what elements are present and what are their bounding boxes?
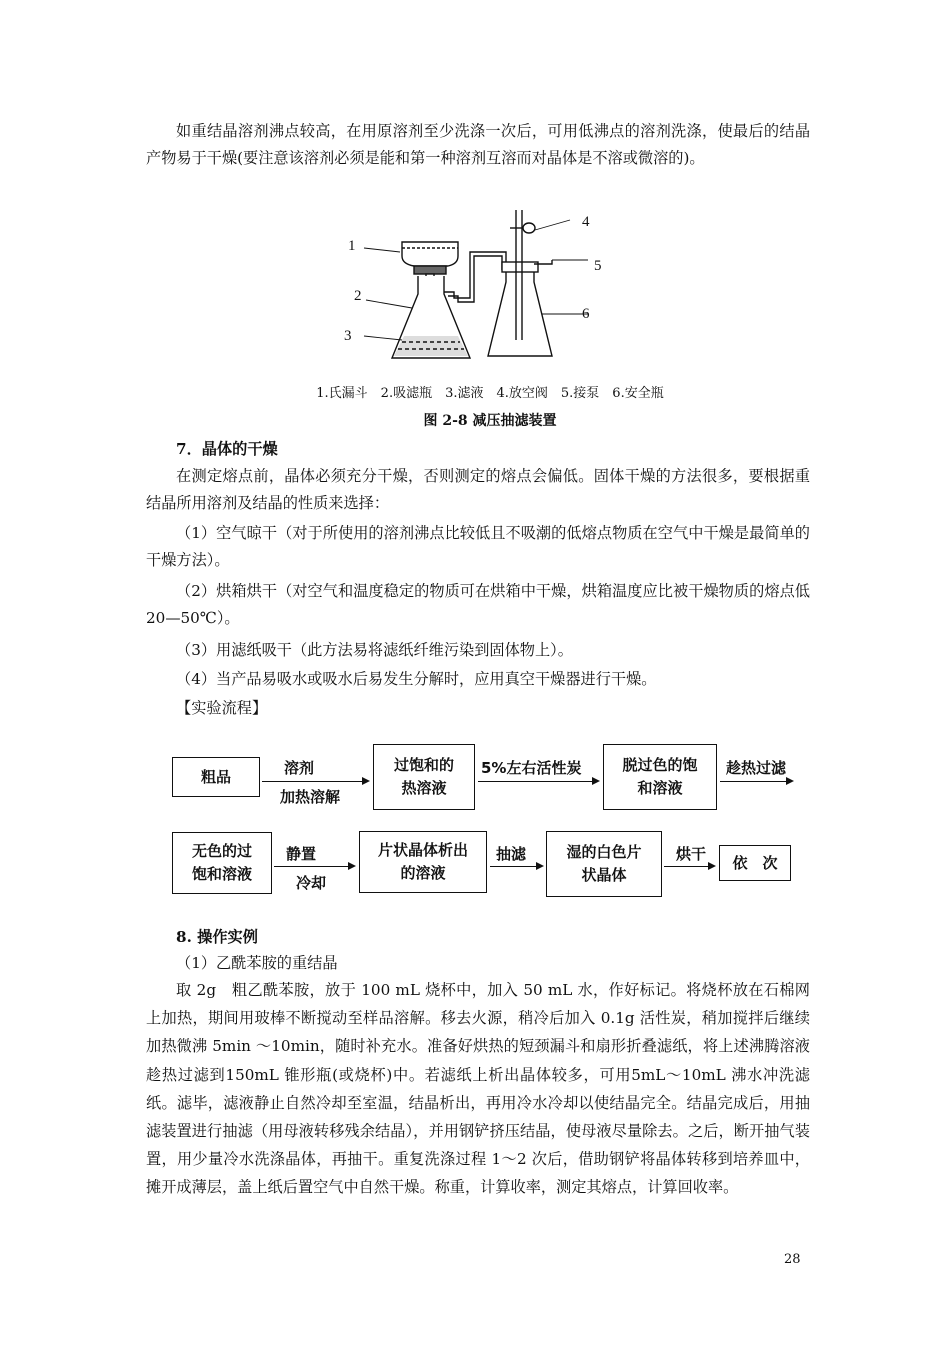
flow-box-decolorized-line2: 和溶液	[637, 779, 683, 797]
section-7-item-1: （1）空气晾干（对于所使用的溶剂沸点比较低且不吸潮的低熔点物质在空气中干燥是最简单的干燥方法）。	[146, 524, 810, 569]
safety-flask	[488, 268, 552, 356]
flow-box-decolorized-line1: 脱过色的饱	[622, 756, 698, 774]
flow-box-crystal-solution-line2: 的溶液	[400, 864, 446, 882]
flow-arrow-6	[664, 866, 714, 867]
flow-arrow-4-bottom: 冷却	[296, 874, 327, 892]
section-8-body: 取 2g 粗乙酰苯胺，放于 100 mL 烧杯中，加入 50 mL 水，作好标记。将烧杯放在石棉网上加热，期间用玻棒不断搅动至样品溶解。移去火源，稍冷后加入 0.1g 活性炭，稍加搅拌后继续加热微沸 5min ～10min，随时补充水。准备好烘热的短颈漏斗和扇形折叠滤纸，将上述沸腾溶液趁热过滤到150mL 锥形瓶(或烧杯)中。若滤纸上析出晶体较多，可用5mL～10mL 沸水冲洗滤纸。滤毕，滤液静止自然冷却至室温，结晶析出，再用冷水冷却以使结晶完全。结晶完成后，用抽滤装置进行抽滤（用母液转移残余结晶），并用钢铲挤压结晶，使母液尽量除去。之后，断开抽气装置，用少量冷水洗涤晶体，再抽干。重复洗涤过程 1～2 次后，借助钢铲将晶体转移到培养皿中，摊开成薄层，盖上纸后置空气中自然干燥。称重，计算收率，测定其熔点，计算回收率。	[146, 981, 810, 1197]
section-8-subheading: （1）乙酰苯胺的重结晶	[176, 954, 338, 972]
flow-box-colorless	[172, 832, 272, 894]
flow-heading: 【实验流程】	[176, 699, 268, 717]
section-7-heading: 7．晶体的干燥	[176, 440, 278, 458]
flow-box-next-label: 依 次	[732, 853, 778, 872]
flow-arrow-2	[478, 781, 598, 782]
figure-title: 图 2-8 减压抽滤装置	[423, 413, 557, 429]
flow-box-hot-solution-line2: 热溶液	[401, 779, 447, 797]
figure-label-5: 5	[594, 258, 602, 274]
flow-arrow-5-top: 抽滤	[496, 845, 527, 863]
page-number: 28	[784, 1252, 801, 1267]
figure-label-1: 1	[348, 238, 356, 254]
flow-arrow-4	[274, 866, 354, 867]
flow-box-crude	[172, 757, 260, 797]
flow-box-wet-crystals	[546, 831, 662, 897]
flow-box-colorless-line1: 无色的过	[191, 842, 252, 860]
flow-arrow-2-top: 5%左右活性炭	[481, 759, 582, 777]
section-7-item-4: （4）当产品易吸水或吸水后易发生分解时，应用真空干燥器进行干燥。	[176, 670, 657, 688]
flow-arrow-6-top: 烘干	[676, 845, 707, 863]
flow-arrow-1	[262, 781, 368, 782]
flow-box-crystal-solution	[359, 831, 487, 893]
figure-label-6: 6	[582, 306, 590, 322]
flow-arrow-3	[720, 781, 792, 782]
vacuum-filtration-apparatus-figure	[330, 190, 630, 370]
flow-box-crystal-solution-line1: 片状晶体析出	[377, 841, 468, 859]
flow-arrow-5	[490, 866, 542, 867]
flow-arrow-4-top: 静置	[286, 845, 317, 863]
flow-box-wet-crystals-line1: 湿的白色片	[566, 843, 642, 861]
section-8-heading: 8. 操作实例	[176, 928, 258, 946]
flow-arrow-1-bottom: 加热溶解	[280, 788, 341, 806]
buchner-funnel	[402, 242, 458, 266]
flow-box-wet-crystals-line2: 状晶体	[581, 866, 627, 884]
section-7-intro: 在测定熔点前，晶体必须充分干燥，否则测定的熔点会偏低。固体干燥的方法很多，要根据重结晶所用溶剂及结晶的性质来选择：	[146, 467, 810, 512]
flow-arrow-1-top: 溶剂	[284, 759, 315, 777]
flow-arrow-3-top: 趁热过滤	[726, 759, 787, 777]
flow-box-hot-solution	[373, 744, 475, 810]
figure-label-2: 2	[354, 288, 362, 304]
flow-box-decolorized	[603, 744, 717, 810]
section-7-item-2: （2）烘箱烘干（对空气和温度稳定的物质可在烘箱中干燥，烘箱温度应比被干燥物质的熔点低 20—50℃）。	[146, 582, 810, 627]
section-7-item-3: （3）用滤纸吸干（此方法易将滤纸纤维污染到固体物上）。	[176, 641, 573, 659]
flow-box-hot-solution-line1: 过饱和的	[393, 756, 454, 774]
flow-box-colorless-line2: 饱和溶液	[191, 865, 252, 883]
figure-label-4: 4	[582, 214, 590, 230]
flow-box-crude-label: 粗品	[200, 767, 231, 786]
figure-label-3: 3	[344, 328, 352, 344]
intro-paragraph: 如重结晶溶剂沸点较高，在用原溶剂至少洗涤一次后，可用低沸点的溶剂洗涤，使最后的结晶产物易于干燥(要注意该溶剂必须是能和第一种溶剂互溶而对晶体是不溶或微溶的)。	[146, 122, 810, 167]
flow-box-next	[719, 845, 791, 881]
figure-legend: 1.氏漏斗 2.吸滤瓶 3.滤液 4.放空阀 5.接泵 6.安全瓶	[316, 386, 664, 401]
